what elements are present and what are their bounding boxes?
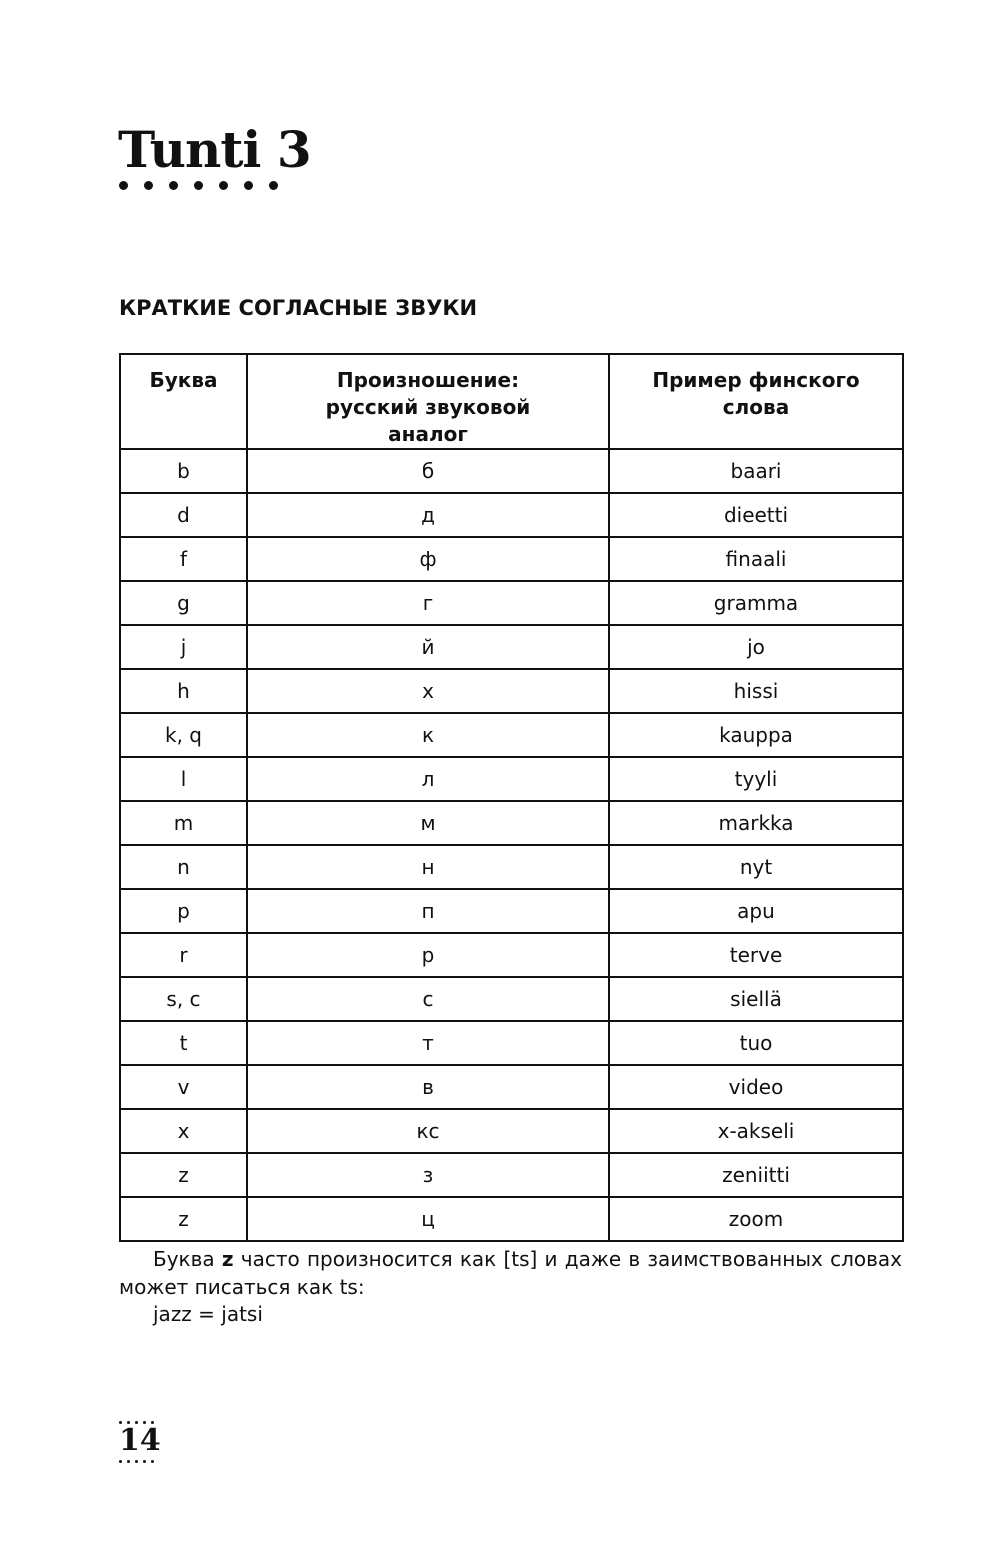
cell-sound: б	[247, 449, 609, 493]
cell-example: tuo	[609, 1021, 903, 1065]
table-row	[120, 493, 903, 537]
table-header-row	[120, 354, 903, 449]
cell-sound: п	[247, 889, 609, 933]
cell-example: kauppa	[609, 713, 903, 757]
cell-sound: ц	[247, 1197, 609, 1241]
cell-letter: d	[120, 493, 247, 537]
cell-sound: с	[247, 977, 609, 1021]
cell-letter: r	[120, 933, 247, 977]
cell-example: video	[609, 1065, 903, 1109]
table-row	[120, 449, 903, 493]
cell-letter: x	[120, 1109, 247, 1153]
cell-letter: l	[120, 757, 247, 801]
cell-letter: k, q	[120, 713, 247, 757]
cell-example: markka	[609, 801, 903, 845]
table-row	[120, 845, 903, 889]
cell-letter: s, c	[120, 977, 247, 1021]
note-prefix: Буква	[153, 1247, 215, 1271]
cell-sound: г	[247, 581, 609, 625]
cell-example: finaali	[609, 537, 903, 581]
table-row	[120, 1153, 903, 1197]
cell-letter: n	[120, 845, 247, 889]
cell-sound: р	[247, 933, 609, 977]
table-row	[120, 713, 903, 757]
cell-sound: й	[247, 625, 609, 669]
section-heading: КРАТКИЕ СОГЛАСНЫЕ ЗВУКИ	[119, 296, 478, 320]
cell-letter: b	[120, 449, 247, 493]
note-paragraph	[119, 1245, 902, 1301]
cell-example: zoom	[609, 1197, 903, 1241]
cell-letter: z	[120, 1197, 247, 1241]
table-row	[120, 977, 903, 1021]
cell-sound: т	[247, 1021, 609, 1065]
cell-example: x-akseli	[609, 1109, 903, 1153]
cell-example: siellä	[609, 977, 903, 1021]
note-letter: z	[221, 1247, 234, 1271]
example-line: jazz = jatsi	[153, 1302, 263, 1326]
cell-letter: m	[120, 801, 247, 845]
cell-example: apu	[609, 889, 903, 933]
table-row	[120, 1021, 903, 1065]
cell-example: jo	[609, 625, 903, 669]
cell-sound: з	[247, 1153, 609, 1197]
cell-letter: v	[120, 1065, 247, 1109]
table-row	[120, 625, 903, 669]
consonants-table	[119, 353, 904, 1242]
cell-example: tyyli	[609, 757, 903, 801]
page-number-dots-bottom	[119, 1460, 154, 1463]
cell-example: dieetti	[609, 493, 903, 537]
table-row	[120, 1197, 903, 1241]
cell-sound: м	[247, 801, 609, 845]
cell-letter: j	[120, 625, 247, 669]
table-row	[120, 1065, 903, 1109]
cell-letter: z	[120, 1153, 247, 1197]
page-number: 14	[119, 1423, 161, 1458]
header-letter: Буква	[120, 354, 247, 449]
table-row	[120, 669, 903, 713]
cell-sound: ф	[247, 537, 609, 581]
cell-example: nyt	[609, 845, 903, 889]
table-row	[120, 889, 903, 933]
cell-example: hissi	[609, 669, 903, 713]
table-row	[120, 537, 903, 581]
cell-sound: кс	[247, 1109, 609, 1153]
cell-letter: p	[120, 889, 247, 933]
cell-sound: л	[247, 757, 609, 801]
table-row	[120, 933, 903, 977]
cell-letter: g	[120, 581, 247, 625]
header-example: Пример финского слова	[609, 354, 903, 449]
cell-example: baari	[609, 449, 903, 493]
table-row	[120, 757, 903, 801]
cell-sound: н	[247, 845, 609, 889]
table-body	[120, 449, 903, 1241]
note-suffix: часто произносится как [ts] и даже в заимствованных словах может писаться как ts:	[119, 1247, 903, 1299]
cell-letter: h	[120, 669, 247, 713]
cell-sound: в	[247, 1065, 609, 1109]
header-pronunciation: Произношение: русский звуковой аналог	[247, 354, 609, 449]
title-dot-divider	[119, 181, 278, 190]
cell-sound: к	[247, 713, 609, 757]
table-row	[120, 581, 903, 625]
cell-sound: д	[247, 493, 609, 537]
table-row	[120, 1109, 903, 1153]
cell-letter: t	[120, 1021, 247, 1065]
cell-example: terve	[609, 933, 903, 977]
cell-example: zeniitti	[609, 1153, 903, 1197]
cell-example: gramma	[609, 581, 903, 625]
table-row	[120, 801, 903, 845]
lesson-title: Tunti 3	[118, 120, 311, 179]
cell-sound: х	[247, 669, 609, 713]
cell-letter: f	[120, 537, 247, 581]
